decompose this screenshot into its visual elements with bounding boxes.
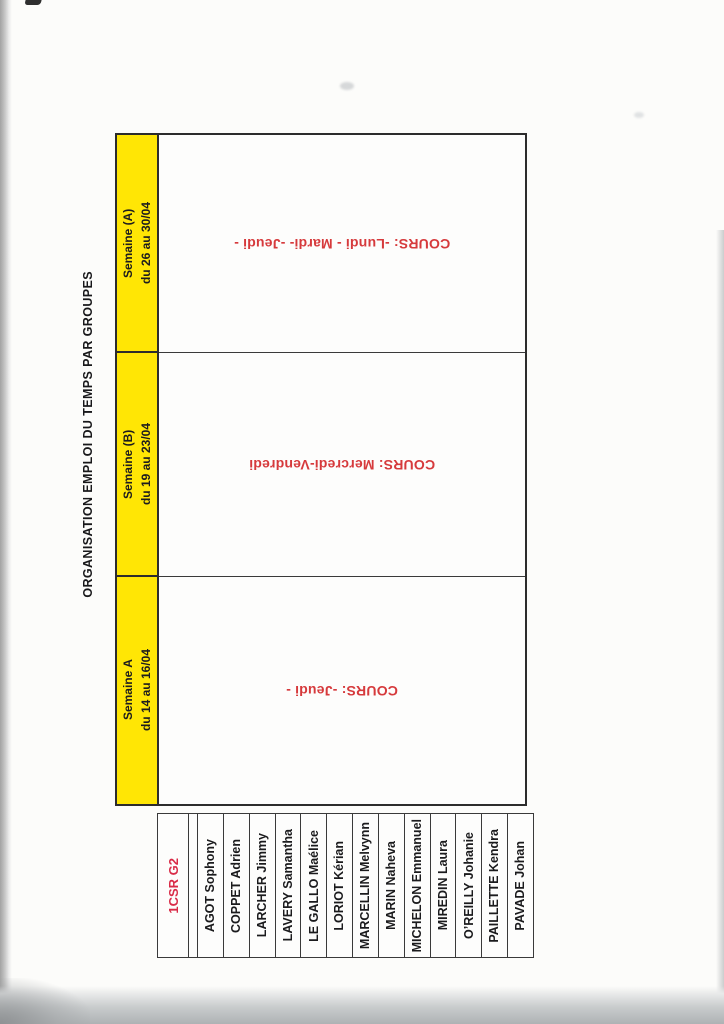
student-cell bbox=[250, 814, 276, 957]
cours-text: COURS: -Lundi - Mardi- -Jeudi - bbox=[233, 235, 451, 252]
week-header-cell-b bbox=[117, 353, 159, 577]
student-cell bbox=[198, 814, 224, 957]
student-cell bbox=[456, 814, 482, 957]
week-label: Semaine (B) bbox=[121, 429, 135, 499]
student-name: MARIN Naheva bbox=[384, 841, 399, 930]
week-header-text bbox=[119, 649, 155, 731]
student-cell bbox=[379, 814, 405, 957]
week-label: Semaine A bbox=[121, 660, 135, 721]
student-cell bbox=[508, 814, 533, 957]
cours-cell-a2 bbox=[159, 577, 525, 804]
week-header-cell-a2 bbox=[117, 577, 159, 804]
student-cell bbox=[276, 814, 302, 957]
student-name: COPPET Adrien bbox=[229, 838, 244, 933]
week-dates: du 26 au 30/04 bbox=[139, 201, 153, 285]
student-cell bbox=[353, 814, 379, 957]
student-name: MARCELLIN Melvynn bbox=[358, 821, 373, 950]
students-table bbox=[157, 813, 534, 958]
student-name: PAVADE Johan bbox=[513, 840, 528, 931]
week-dates: du 19 au 23/04 bbox=[139, 422, 153, 506]
scan-shadow-left bbox=[0, 0, 12, 1024]
week-header-text bbox=[119, 202, 155, 284]
scan-shadow-corner bbox=[0, 978, 90, 1024]
student-name: O’REILLY Johanie bbox=[461, 832, 476, 939]
cours-text: COURS: Mercredi-Vendredi bbox=[248, 456, 436, 473]
student-name: LE GALLO Maélice bbox=[306, 829, 321, 942]
group-label: 1CSR G2 bbox=[165, 857, 181, 914]
student-cell bbox=[405, 814, 431, 957]
student-cell bbox=[431, 814, 457, 957]
student-name: LARCHER Jimmy bbox=[254, 833, 269, 938]
scan-smudge bbox=[340, 82, 354, 90]
student-name: PAILLETTE Kendra bbox=[487, 828, 502, 943]
student-name: MIREDIN Laura bbox=[435, 840, 450, 931]
week-header-cell-a bbox=[117, 135, 159, 353]
cours-cell-a bbox=[159, 135, 525, 353]
group-label-cell bbox=[158, 814, 189, 957]
cours-cell-b bbox=[159, 353, 525, 577]
week-dates: du 14 au 16/04 bbox=[139, 649, 153, 732]
spacer-cell bbox=[189, 814, 198, 957]
document-title-text: ORGANISATION EMPLOI DU TEMPS PAR GROUPES bbox=[81, 270, 95, 598]
student-cell bbox=[301, 814, 327, 957]
student-cell bbox=[224, 814, 250, 957]
student-cell bbox=[327, 814, 353, 957]
student-name: LORIOT Kérian bbox=[332, 840, 347, 931]
scan-shadow-bottom bbox=[0, 986, 724, 1024]
student-cell bbox=[482, 814, 508, 957]
student-name: LAVERY Samantha bbox=[280, 829, 295, 942]
week-label: Semaine (A) bbox=[121, 208, 135, 278]
scan-mark-top bbox=[24, 0, 41, 5]
document-title bbox=[72, 270, 104, 598]
student-name: MICHELON Emmanuel bbox=[409, 818, 424, 953]
scan-shadow-right bbox=[716, 230, 724, 1024]
schedule-table bbox=[115, 133, 527, 806]
scan-smudge bbox=[634, 112, 644, 118]
student-name: AGOT Sophony bbox=[203, 838, 218, 933]
cours-text: COURS: -Jeudi - bbox=[286, 682, 398, 699]
week-header-text bbox=[119, 423, 155, 505]
